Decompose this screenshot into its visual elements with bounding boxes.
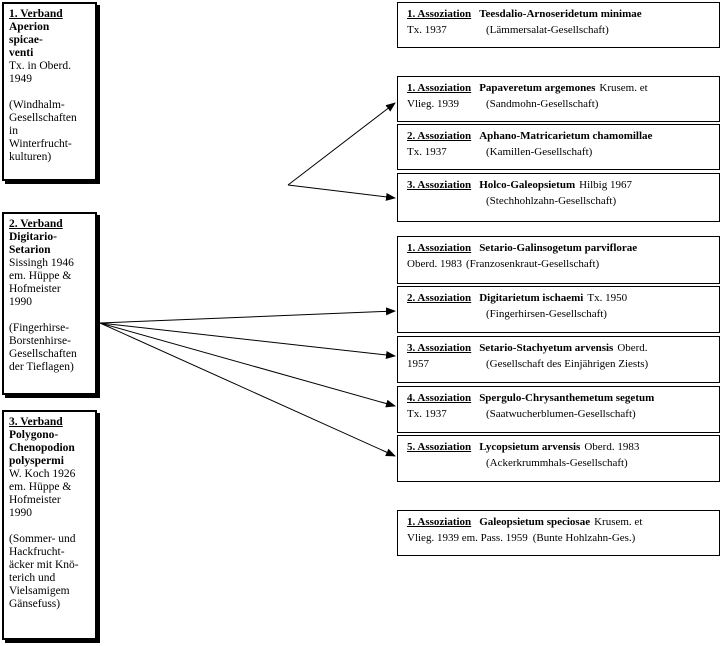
assoziation-setario-galinsogetum-box bbox=[397, 236, 720, 284]
assoziation-description: (Gesellschaft des Einjährigen Ziests) bbox=[486, 358, 649, 370]
assoziation-number: 2. Assoziation bbox=[407, 292, 472, 304]
arrow-to-spergulo bbox=[100, 323, 395, 406]
arrow-to-digitarietum bbox=[100, 311, 395, 323]
verband-2-box bbox=[2, 212, 97, 395]
assoziation-number: 1. Assoziation bbox=[407, 516, 472, 528]
assoziation-author: Tx. 1937 bbox=[407, 408, 447, 420]
assoziation-number: 1. Assoziation bbox=[407, 242, 472, 254]
assoziation-name: Setario-Stachyetum arvensis bbox=[479, 342, 614, 354]
assoziation-setario-stachyetum-box bbox=[397, 336, 720, 383]
assoziation-author-cont: 1957 bbox=[407, 358, 429, 370]
assoziation-number: 3. Assoziation bbox=[407, 342, 472, 354]
verband-3-author: W. Koch 1926 em. Hüppe & Hofmeister 1990 bbox=[9, 468, 76, 519]
assoziation-name: Aphano-Matricarietum chamomillae bbox=[479, 130, 653, 142]
assoziation-name: Setario-Galinsogetum parviflorae bbox=[479, 242, 638, 254]
assoziation-author: Oberd. 1983 bbox=[584, 441, 640, 453]
verband-1-box bbox=[2, 2, 97, 181]
assoziation-description: (Lämmersalat-Gesellschaft) bbox=[486, 24, 609, 36]
assoziation-number: 5. Assoziation bbox=[407, 441, 472, 453]
arrow-to-holco-galeopsietum bbox=[288, 185, 395, 198]
assoziation-name: Spergulo-Chrysanthemetum segetum bbox=[479, 392, 655, 404]
verband-2-author: Sissingh 1946 em. Hüppe & Hofmeister 1990 bbox=[9, 257, 74, 308]
assoziation-number: 1. Assoziation bbox=[407, 8, 472, 20]
assoziation-number: 2. Assoziation bbox=[407, 130, 472, 142]
verband-2-title: 2. Verband Digitario- Setarion bbox=[9, 218, 63, 256]
assoziation-description: (Saatwucherblumen-Gesellschaft) bbox=[486, 408, 636, 420]
verband-3-title: 3. Verband Polygono- Chenopodion polyspermi bbox=[9, 416, 75, 467]
assoziation-holco-galeopsietum-box bbox=[397, 173, 720, 222]
assoziation-number: 1. Assoziation bbox=[407, 82, 472, 94]
assoziation-description: (Stechhohlzahn-Gesellschaft) bbox=[486, 195, 617, 207]
verband-1-author: Tx. in Oberd. 1949 bbox=[9, 60, 71, 85]
assoziation-author-cont: Vlieg. 1939 em. Pass. 1959 bbox=[407, 532, 528, 544]
assoziation-lycopsietum-box bbox=[397, 435, 720, 482]
assoziation-author: Tx. 1937 bbox=[407, 146, 447, 158]
verband-3-description: (Sommer- und Hackfrucht- äcker mit Knö- terich und Vielsamigem Gänsefuss) bbox=[9, 533, 79, 610]
assoziation-author: Oberd. bbox=[617, 342, 648, 354]
assoziation-teesdalio-box bbox=[397, 2, 720, 48]
assoziation-name: Digitarietum ischaemi bbox=[479, 292, 584, 304]
assoziation-author-cont: Vlieg. 1939 bbox=[407, 98, 459, 110]
assoziation-papaveretum-box bbox=[397, 76, 720, 122]
assoziation-number: 3. Assoziation bbox=[407, 179, 472, 191]
assoziation-spergulo-box bbox=[397, 386, 720, 433]
assoziation-name: Galeopsietum speciosae bbox=[479, 516, 591, 528]
verband-1-title: 1. Verband Aperion spicae- venti bbox=[9, 8, 63, 59]
assoziation-galeopsietum-speciosae-box bbox=[397, 510, 720, 556]
arrow-to-setario-stachyetum bbox=[100, 323, 395, 356]
assoziation-number: 4. Assoziation bbox=[407, 392, 472, 404]
assoziation-name: Papaveretum argemones bbox=[479, 82, 596, 94]
arrow-to-papaveretum bbox=[288, 103, 395, 185]
assoziation-description: (Bunte Hohlzahn-Ges.) bbox=[532, 532, 636, 544]
assoziation-description: (Ackerkrummhals-Gesellschaft) bbox=[486, 457, 628, 469]
assoziation-author: Krusem. et bbox=[594, 516, 643, 528]
assoziation-name: Lycopsietum arvensis bbox=[479, 441, 581, 453]
assoziation-description: (Fingerhirsen-Gesellschaft) bbox=[486, 308, 607, 320]
verband-3-box bbox=[2, 410, 97, 640]
assoziation-digitarietum-box bbox=[397, 286, 720, 333]
assoziation-description: (Franzosenkraut-Gesellschaft) bbox=[466, 258, 600, 270]
assoziation-name: Holco-Galeopsietum bbox=[479, 179, 576, 191]
assoziation-description: (Kamillen-Gesellschaft) bbox=[486, 146, 593, 158]
assoziation-author: Krusem. et bbox=[599, 82, 648, 94]
arrow-to-lycopsietum bbox=[100, 323, 395, 456]
assoziation-author: Oberd. 1983 bbox=[407, 258, 462, 270]
assoziation-author: Hilbig 1967 bbox=[579, 179, 632, 191]
assoziation-aphano-box bbox=[397, 124, 720, 170]
assoziation-description: (Sandmohn-Gesellschaft) bbox=[486, 98, 599, 110]
assoziation-name: Teesdalio-Arnoseridetum minimae bbox=[479, 8, 642, 20]
verband-1-description: (Windhalm- Gesellschaften in Winterfrucht- kulturen) bbox=[9, 99, 77, 163]
assoziation-author: Tx. 1950 bbox=[587, 292, 628, 304]
verband-2-description: (Fingerhirse- Borstenhirse- Gesellschaften der Tieflagen) bbox=[9, 322, 77, 373]
assoziation-author: Tx. 1937 bbox=[407, 24, 447, 36]
